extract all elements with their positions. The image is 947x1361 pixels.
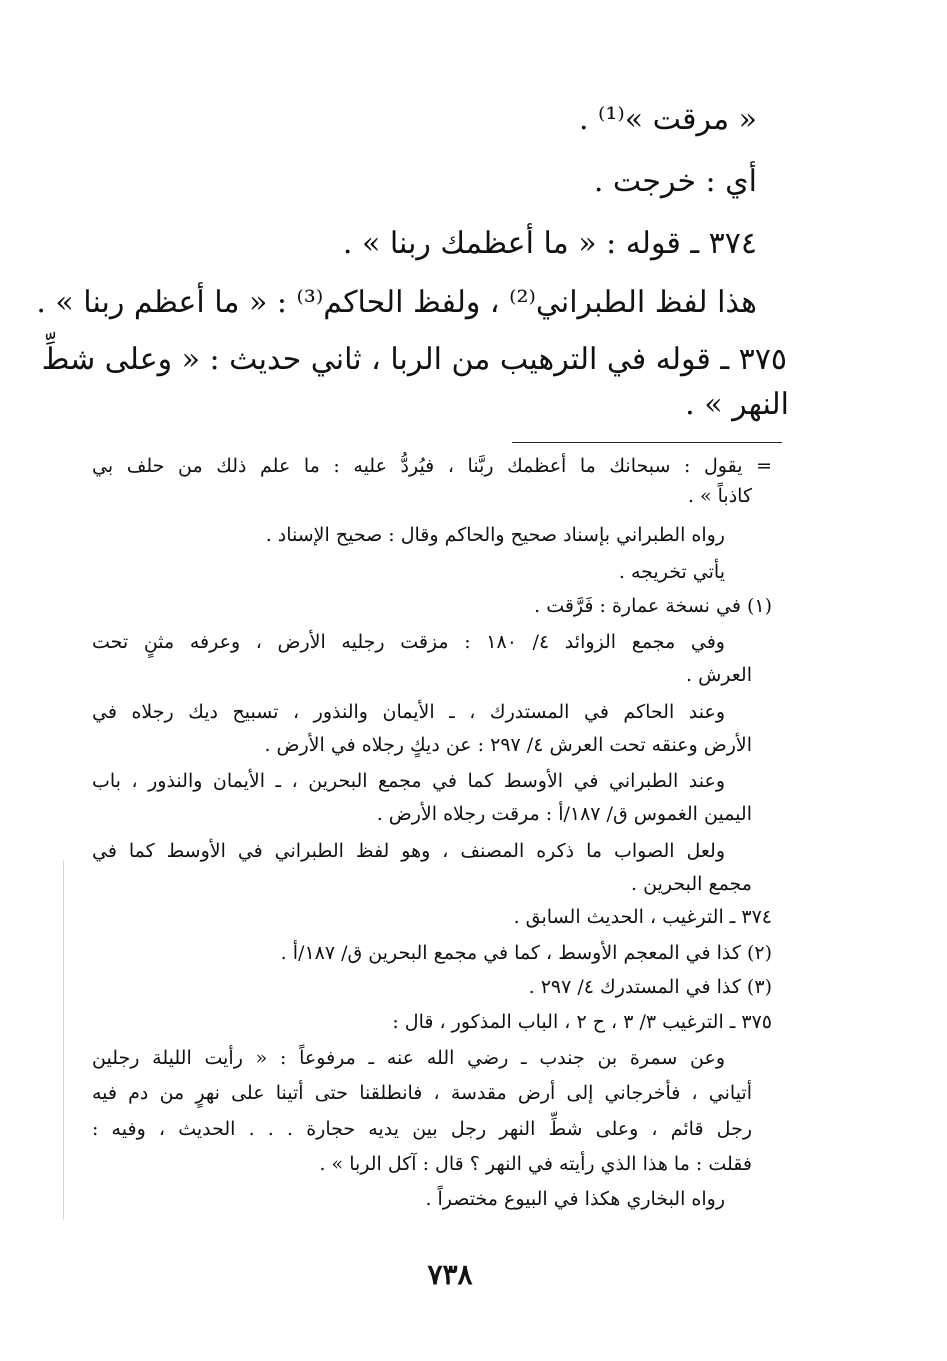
page-number: ٧٣٨ <box>427 1258 473 1291</box>
footnote-divider <box>512 442 782 443</box>
footnote-line: الأرض وعنقه تحت العرش ٤/ ٢٩٧ : عن ديكٍ رجلاه في الأرض . <box>264 734 752 756</box>
main-text-line: ٣٧٥ ـ قوله في الترهيب من الربا ، ثاني حديث : « وعلى شطِّ <box>41 342 787 377</box>
footnote-line: العرش . <box>686 664 752 686</box>
footnote-line: = يقول : سبحانك ما أعظمك ربَّنا ، فيُردُّ عليه : ما علم ذلك من حلف بي <box>92 455 772 477</box>
footnote-line: اليمين الغموس ق/ ١٨٧/أ : مرقت رجلاه الأرض . <box>376 803 752 825</box>
main-text-line: هذا لفظ الطبراني⁽²⁾ ، ولفظ الحاكم⁽³⁾ : « ما أعظم ربنا » . <box>36 285 757 320</box>
footnote-line: وفي مجمع الزوائد ٤/ ١٨٠ : مزقت رجليه الأرض ، وعرفه مثنٍ تحت <box>92 631 725 653</box>
footnote-line: وعند الطبراني في الأوسط كما في مجمع البحرين ، ـ الأيمان والنذور ، باب <box>92 770 725 792</box>
footnote-line: فقلت : ما هذا الذي رأيته في النهر ؟ قال : آكل الربا » . <box>319 1153 752 1175</box>
footnote-line: كاذباً » . <box>687 485 752 507</box>
footnote-line: رواه البخاري هكذا في البيوع مختصراً . <box>425 1188 725 1210</box>
footnote-line: (٢) كذا في المعجم الأوسط ، كما في مجمع البحرين ق/ ١٨٧/أ . <box>280 942 772 964</box>
footnote-line: وعند الحاكم في المستدرك ، ـ الأيمان والنذور ، تسبيح ديك رجلاه في <box>92 701 725 723</box>
main-text-line: أي : خرجت . <box>593 164 757 199</box>
footnote-line: ٣٧٥ ـ الترغيب ٣/ ٣ ، ح ٢ ، الباب المذكور ، قال : <box>392 1011 772 1033</box>
main-text-line: ٣٧٤ ـ قوله : « ما أعظمك ربنا » . <box>342 226 757 261</box>
main-text-line: « مرقت »⁽¹⁾ . <box>578 102 757 137</box>
footnote-line: ولعل الصواب ما ذكره المصنف ، وهو لفظ الطبراني في الأوسط كما في <box>92 840 725 862</box>
footnote-line: (٣) كذا في المستدرك ٤/ ٢٩٧ . <box>528 976 772 998</box>
footnote-line: مجمع البحرين . <box>631 873 752 895</box>
footnote-line: أتياني ، فأخرجاني إلى أرض مقدسة ، فانطلقنا حتى أتينا على نهرٍ من دم فيه <box>92 1082 752 1104</box>
footnote-line: (١) في نسخة عمارة : فَرَّقت . <box>534 595 772 617</box>
footnote-line: يأتي تخريجه . <box>618 561 725 583</box>
footnote-line: ٣٧٤ ـ الترغيب ، الحديث السابق . <box>513 906 772 928</box>
scan-edge-line <box>63 860 64 1220</box>
footnote-line: وعن سمرة بن جندب ـ رضي الله عنه ـ مرفوعاً : « رأيت الليلة رجلين <box>92 1047 725 1069</box>
footnote-line: رجل قائم ، وعلى شطِّ النهر رجل بين يديه حجارة . . . الحديث ، وفيه : <box>92 1118 752 1140</box>
main-text-line: النهر » . <box>685 387 789 422</box>
footnote-line: رواه الطبراني بإسناد صحيح والحاكم وقال : صحيح الإسناد . <box>265 524 725 546</box>
